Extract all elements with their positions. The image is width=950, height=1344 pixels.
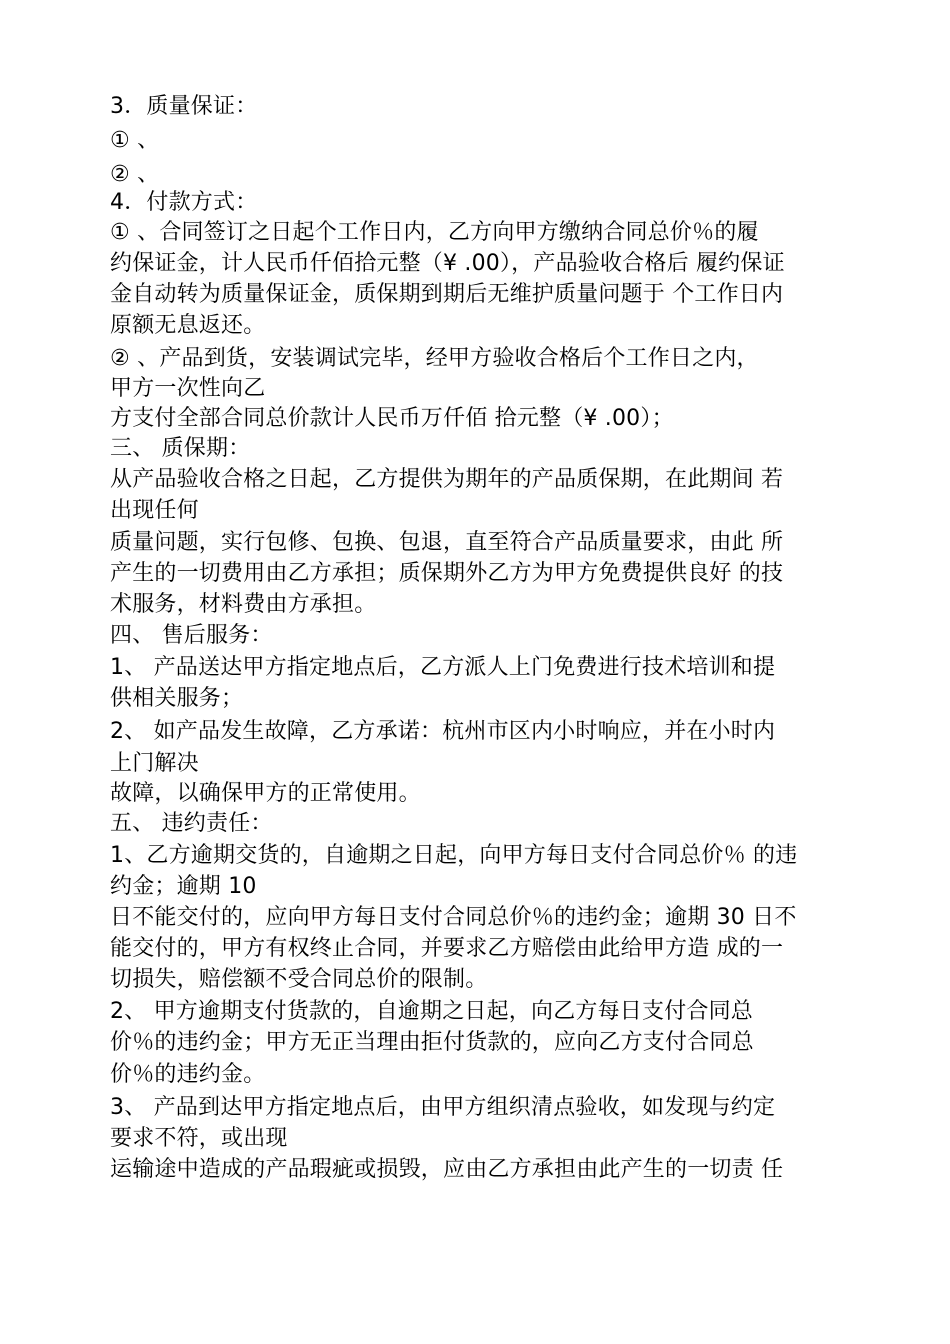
text-line: 1、乙方逾期交货的，自逾期之日起，向甲方每日支付合同总价％ 的违 — [110, 843, 798, 868]
text-line: ② 、产品到货，安装调试完毕，经甲方验收合格后个工作日之内， — [110, 346, 759, 371]
text-line: 方支付全部合同总价款计人民币万仟佰 拾元整（¥ .00）； — [110, 406, 674, 431]
text-line: 出现任何 — [110, 498, 199, 523]
text-line: ① 、 — [110, 128, 160, 153]
section-heading: 四、 售后服务： — [110, 623, 273, 648]
text-line: 金自动转为质量保证金，质保期到期后无维护质量问题于 个工作日内 — [110, 282, 784, 307]
text-line: 切损失，赔偿额不受合同总价的限制。 — [110, 967, 488, 992]
text-line: 运输途中造成的产品瑕疵或损毁，应由乙方承担由此产生的一切责 任 — [110, 1157, 784, 1182]
text-line: 供相关服务； — [110, 686, 244, 711]
text-line: 3、 产品到达甲方指定地点后，由甲方组织清点验收，如发现与约定 — [110, 1095, 776, 1120]
text-line: 质量问题，实行包修、包换、包退，直至符合产品质量要求，由此 所 — [110, 530, 784, 555]
text-line: 1、 产品送达甲方指定地点后，乙方派人上门免费进行技术培训和提 — [110, 655, 776, 680]
text-line: 术服务，材料费由方承担。 — [110, 592, 377, 617]
text-line: ① 、合同签订之日起个工作日内，乙方向甲方缴纳合同总价％的履 — [110, 220, 759, 245]
section-heading: 3．质量保证： — [110, 94, 258, 119]
text-line: 日不能交付的，应向甲方每日支付合同总价％的违约金；逾期 30 日不 — [110, 905, 797, 930]
text-line: 价％的违约金；甲方无正当理由拒付货款的，应向乙方支付合同总 — [110, 1030, 754, 1055]
text-line: 上门解决 — [110, 751, 199, 776]
text-line: 约金；逾期 10 — [110, 874, 257, 899]
text-line: 要求不符，或出现 — [110, 1126, 288, 1151]
text-line: 2、 甲方逾期支付货款的，自逾期之日起，向乙方每日支付合同总 — [110, 999, 753, 1024]
section-heading: 三、 质保期： — [110, 436, 251, 461]
section-heading: 4．付款方式： — [110, 190, 258, 215]
text-line: 故障，以确保甲方的正常使用。 — [110, 781, 421, 806]
text-line: 价％的违约金。 — [110, 1062, 266, 1087]
text-line: 约保证金，计人民币仟佰拾元整（¥ .00），产品验收合格后 履约保证 — [110, 251, 785, 276]
text-line: ② 、 — [110, 162, 160, 187]
text-line: 甲方一次性向乙 — [110, 376, 266, 401]
text-line: 从产品验收合格之日起，乙方提供为期年的产品质保期，在此期间 若 — [110, 467, 784, 492]
text-line: 原额无息返还。 — [110, 313, 266, 338]
section-heading: 五、 违约责任： — [110, 811, 273, 836]
text-line: 产生的一切费用由乙方承担；质保期外乙方为甲方免费提供良好 的技 — [110, 561, 784, 586]
text-line: 能交付的，甲方有权终止合同，并要求乙方赔偿由此给甲方造 成的一 — [110, 936, 784, 961]
text-line: 2、 如产品发生故障，乙方承诺：杭州市区内小时响应，并在小时内 — [110, 719, 776, 744]
